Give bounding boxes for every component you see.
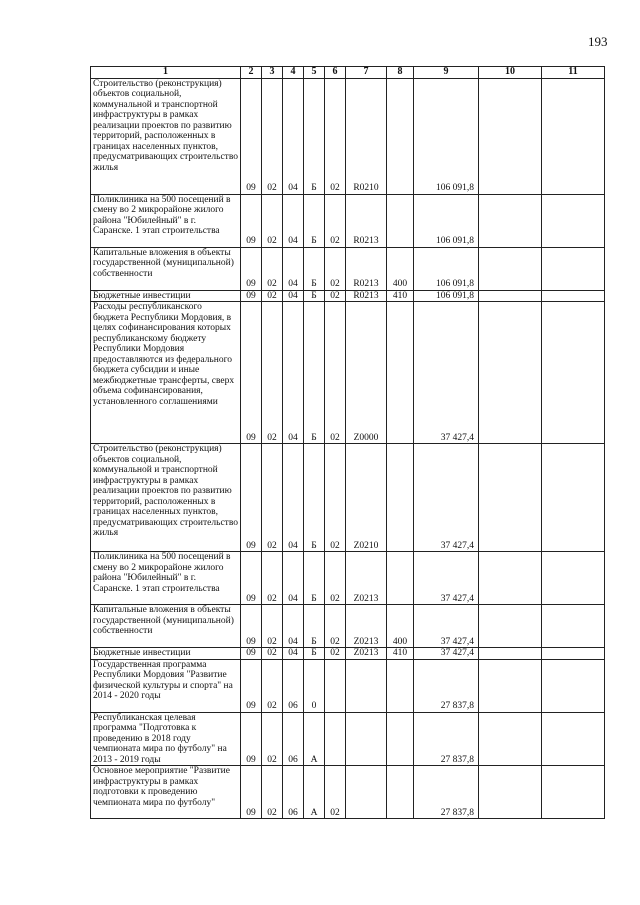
cell-code-5: А <box>304 712 325 766</box>
cell-code-6: 02 <box>325 552 346 605</box>
cell-code-2: 09 <box>241 648 262 660</box>
cell-code-4: 04 <box>283 78 304 194</box>
cell-col-10 <box>479 605 542 648</box>
cell-col-10 <box>479 194 542 247</box>
cell-code-4: 06 <box>283 712 304 766</box>
cell-col-11 <box>542 648 605 660</box>
cell-code-4: 04 <box>283 247 304 290</box>
cell-col-11 <box>542 659 605 712</box>
row-name: Строительство (реконструкция) объектов социальной, коммунальной и транспортной инфраструктуры в рамках реализации проектов по развитию территорий, расположенных в границах населенных пунктов, предусматривающих строительство жилья <box>91 78 241 194</box>
column-header-6: 6 <box>325 67 346 79</box>
cell-code-6: 02 <box>325 290 346 302</box>
cell-code-2: 09 <box>241 302 262 444</box>
cell-amount: 106 091,8 <box>414 247 479 290</box>
cell-col-11 <box>542 552 605 605</box>
cell-code-5: Б <box>304 648 325 660</box>
cell-code-2: 09 <box>241 766 262 819</box>
cell-amount: 37 427,4 <box>414 648 479 660</box>
cell-col-11 <box>542 78 605 194</box>
cell-col-10 <box>479 766 542 819</box>
cell-code-5: Б <box>304 552 325 605</box>
column-header-2: 2 <box>241 67 262 79</box>
cell-code-6: 02 <box>325 648 346 660</box>
table-row <box>91 302 605 444</box>
budget-table <box>90 66 605 819</box>
cell-col-11 <box>542 302 605 444</box>
column-header-11: 11 <box>542 67 605 79</box>
cell-code-3: 02 <box>262 712 283 766</box>
cell-code-8: 400 <box>387 605 414 648</box>
cell-col-11 <box>542 247 605 290</box>
cell-code-4: 04 <box>283 648 304 660</box>
cell-code-8 <box>387 194 414 247</box>
row-name: Поликлиника на 500 посещений в смену во 2 микрорайоне жилого района "Юбилейный" в г. Саранске. 1 этап строительства <box>91 194 241 247</box>
cell-code-2: 09 <box>241 605 262 648</box>
row-name: Капитальные вложения в объекты государственной (муниципальной) собственности <box>91 605 241 648</box>
cell-code-3: 02 <box>262 302 283 444</box>
cell-code-7 <box>346 659 387 712</box>
table-row <box>91 648 605 660</box>
column-header-7: 7 <box>346 67 387 79</box>
table-row <box>91 444 605 552</box>
row-name: Капитальные вложения в объекты государственной (муниципальной) собственности <box>91 247 241 290</box>
cell-col-11 <box>542 444 605 552</box>
row-name: Расходы республиканского бюджета Республики Мордовия, в целях софинансирования которых республиканскому бюджету Республики Мордовия предоставляются из федерального бюджета субсидии и иные межбюджетные трансферты, сверх объема софинансирования, установленного соглашениями <box>91 302 241 444</box>
cell-code-2: 09 <box>241 444 262 552</box>
table-row <box>91 766 605 819</box>
cell-code-8: 410 <box>387 648 414 660</box>
cell-code-7: Z0213 <box>346 552 387 605</box>
cell-code-3: 02 <box>262 78 283 194</box>
cell-code-6: 02 <box>325 605 346 648</box>
cell-amount: 37 427,4 <box>414 302 479 444</box>
cell-code-5: Б <box>304 247 325 290</box>
cell-col-10 <box>479 712 542 766</box>
cell-amount: 106 091,8 <box>414 194 479 247</box>
cell-code-3: 02 <box>262 552 283 605</box>
cell-code-3: 02 <box>262 194 283 247</box>
header-row <box>91 67 605 79</box>
table-row <box>91 552 605 605</box>
cell-col-11 <box>542 766 605 819</box>
cell-amount: 106 091,8 <box>414 78 479 194</box>
cell-code-7: Z0213 <box>346 648 387 660</box>
cell-code-6 <box>325 712 346 766</box>
cell-code-7 <box>346 766 387 819</box>
cell-amount: 27 837,8 <box>414 766 479 819</box>
row-name: Поликлиника на 500 посещений в смену во 2 микрорайоне жилого района "Юбилейный" в г. Саранске. 1 этап строительства <box>91 552 241 605</box>
cell-code-8 <box>387 766 414 819</box>
cell-code-8: 400 <box>387 247 414 290</box>
cell-code-4: 06 <box>283 766 304 819</box>
cell-code-4: 04 <box>283 194 304 247</box>
cell-code-4: 04 <box>283 444 304 552</box>
cell-code-6: 02 <box>325 766 346 819</box>
cell-code-5: Б <box>304 444 325 552</box>
cell-code-7: R0213 <box>346 194 387 247</box>
column-header-1: 1 <box>91 67 241 79</box>
cell-code-3: 02 <box>262 648 283 660</box>
cell-col-10 <box>479 552 542 605</box>
cell-col-11 <box>542 712 605 766</box>
cell-code-3: 02 <box>262 290 283 302</box>
row-name: Бюджетные инвестиции <box>91 648 241 660</box>
cell-col-10 <box>479 247 542 290</box>
cell-code-6: 02 <box>325 247 346 290</box>
row-name: Республиканская целевая программа "Подготовка к проведению в 2018 году чемпионата мира по футболу" на 2013 - 2019 годы <box>91 712 241 766</box>
cell-code-5: Б <box>304 290 325 302</box>
cell-code-6: 02 <box>325 302 346 444</box>
cell-code-8 <box>387 712 414 766</box>
table-row <box>91 78 605 194</box>
table-row <box>91 194 605 247</box>
cell-amount: 27 837,8 <box>414 712 479 766</box>
column-header-9: 9 <box>414 67 479 79</box>
cell-code-7: Z0000 <box>346 302 387 444</box>
cell-code-5: 0 <box>304 659 325 712</box>
cell-code-4: 04 <box>283 302 304 444</box>
table-row <box>91 290 605 302</box>
cell-code-5: Б <box>304 605 325 648</box>
table-row <box>91 659 605 712</box>
table-row <box>91 247 605 290</box>
cell-code-3: 02 <box>262 444 283 552</box>
column-header-8: 8 <box>387 67 414 79</box>
column-header-10: 10 <box>479 67 542 79</box>
cell-amount: 106 091,8 <box>414 290 479 302</box>
cell-code-7: Z0210 <box>346 444 387 552</box>
cell-amount: 37 427,4 <box>414 552 479 605</box>
cell-code-7: R0213 <box>346 247 387 290</box>
cell-code-5: А <box>304 766 325 819</box>
cell-code-8: 410 <box>387 290 414 302</box>
cell-col-10 <box>479 290 542 302</box>
cell-code-4: 04 <box>283 290 304 302</box>
cell-code-4: 04 <box>283 552 304 605</box>
cell-code-2: 09 <box>241 712 262 766</box>
cell-col-10 <box>479 302 542 444</box>
table-row <box>91 605 605 648</box>
cell-code-2: 09 <box>241 552 262 605</box>
cell-col-11 <box>542 290 605 302</box>
cell-code-7: R0213 <box>346 290 387 302</box>
column-header-4: 4 <box>283 67 304 79</box>
cell-col-10 <box>479 444 542 552</box>
cell-amount: 37 427,4 <box>414 605 479 648</box>
cell-code-4: 06 <box>283 659 304 712</box>
cell-code-5: Б <box>304 194 325 247</box>
cell-code-3: 02 <box>262 659 283 712</box>
cell-code-2: 09 <box>241 659 262 712</box>
row-name: Государственная программа Республики Мордовия "Развитие физической культуры и спорта" на 2014 - 2020 годы <box>91 659 241 712</box>
cell-col-11 <box>542 194 605 247</box>
column-header-5: 5 <box>304 67 325 79</box>
cell-code-6: 02 <box>325 78 346 194</box>
cell-code-2: 09 <box>241 194 262 247</box>
row-name: Строительство (реконструкция) объектов социальной, коммунальной и транспортной инфраструктуры в рамках реализации проектов по развитию территорий, расположенных в границах населенных пунктов, предусматривающих строительство жилья <box>91 444 241 552</box>
cell-code-5: Б <box>304 78 325 194</box>
cell-code-6: 02 <box>325 444 346 552</box>
cell-code-2: 09 <box>241 247 262 290</box>
cell-code-8 <box>387 659 414 712</box>
cell-amount: 37 427,4 <box>414 444 479 552</box>
column-header-3: 3 <box>262 67 283 79</box>
cell-code-6 <box>325 659 346 712</box>
cell-col-10 <box>479 648 542 660</box>
cell-code-4: 04 <box>283 605 304 648</box>
row-name: Бюджетные инвестиции <box>91 290 241 302</box>
cell-code-2: 09 <box>241 78 262 194</box>
cell-code-3: 02 <box>262 247 283 290</box>
cell-code-3: 02 <box>262 766 283 819</box>
row-name: Основное мероприятие "Развитие инфраструктуры в рамках подготовки к проведению чемпионата мира по футболу" <box>91 766 241 819</box>
cell-code-7 <box>346 712 387 766</box>
table-row <box>91 712 605 766</box>
cell-col-10 <box>479 78 542 194</box>
cell-code-8 <box>387 302 414 444</box>
page-number: 193 <box>588 34 608 49</box>
cell-amount: 27 837,8 <box>414 659 479 712</box>
cell-code-7: Z0213 <box>346 605 387 648</box>
cell-code-2: 09 <box>241 290 262 302</box>
cell-code-5: Б <box>304 302 325 444</box>
cell-code-8 <box>387 78 414 194</box>
cell-code-7: R0210 <box>346 78 387 194</box>
cell-code-8 <box>387 552 414 605</box>
cell-col-10 <box>479 659 542 712</box>
cell-code-8 <box>387 444 414 552</box>
cell-code-6: 02 <box>325 194 346 247</box>
table-body <box>91 78 605 819</box>
cell-code-3: 02 <box>262 605 283 648</box>
cell-col-11 <box>542 605 605 648</box>
